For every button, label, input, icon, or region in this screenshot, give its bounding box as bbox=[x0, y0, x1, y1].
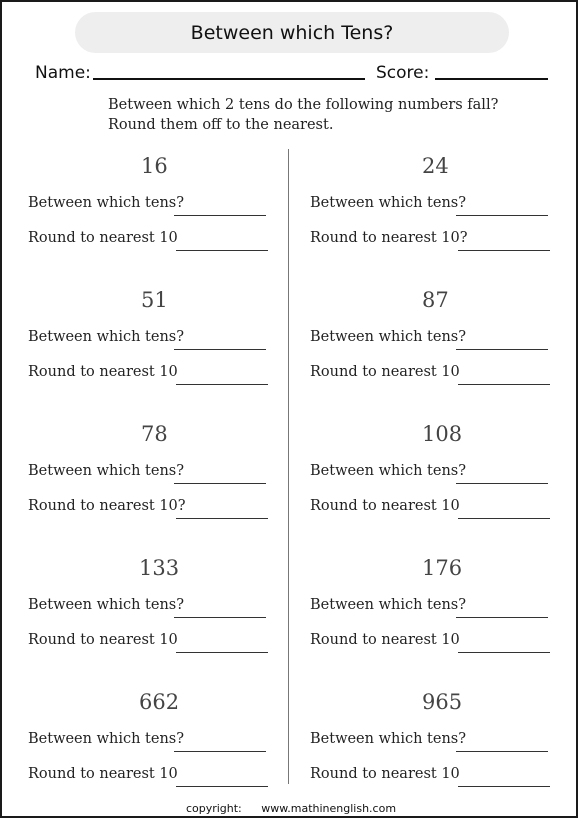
score-label: Score: bbox=[376, 63, 430, 83]
round-answer-blank[interactable] bbox=[176, 518, 268, 519]
between-tens-answer-blank[interactable] bbox=[174, 349, 266, 350]
between-tens-question: Between which tens? bbox=[310, 195, 467, 211]
between-tens-question: Between which tens? bbox=[28, 195, 185, 211]
problem-number: 965 bbox=[422, 690, 463, 714]
round-question: Round to nearest 10 bbox=[310, 632, 460, 648]
between-tens-answer-blank[interactable] bbox=[174, 617, 266, 618]
between-tens-question: Between which tens? bbox=[28, 731, 185, 747]
round-answer-blank[interactable] bbox=[176, 250, 268, 251]
between-tens-answer-blank[interactable] bbox=[456, 751, 548, 752]
problem-block bbox=[310, 420, 560, 540]
problem-block bbox=[310, 688, 560, 808]
column-divider bbox=[288, 149, 289, 784]
between-tens-question: Between which tens? bbox=[310, 597, 467, 613]
round-question: Round to nearest 10 bbox=[310, 766, 460, 782]
round-question: Round to nearest 10? bbox=[310, 230, 468, 246]
between-tens-answer-blank[interactable] bbox=[456, 349, 548, 350]
round-answer-blank[interactable] bbox=[458, 786, 550, 787]
worksheet-title bbox=[75, 12, 509, 53]
problem-block bbox=[28, 554, 278, 674]
problem-block bbox=[28, 420, 278, 540]
between-tens-question: Between which tens? bbox=[310, 329, 467, 345]
website-link[interactable]: www.mathinenglish.com bbox=[261, 802, 397, 815]
problem-number: 176 bbox=[422, 556, 463, 580]
between-tens-answer-blank[interactable] bbox=[174, 751, 266, 752]
round-question: Round to nearest 10 bbox=[310, 498, 460, 514]
between-tens-answer-blank[interactable] bbox=[456, 483, 548, 484]
between-tens-answer-blank[interactable] bbox=[174, 215, 266, 216]
problem-block bbox=[310, 152, 560, 272]
between-tens-question: Between which tens? bbox=[28, 597, 185, 613]
between-tens-question: Between which tens? bbox=[28, 329, 185, 345]
name-score-row bbox=[35, 60, 555, 86]
between-tens-question: Between which tens? bbox=[28, 463, 185, 479]
score-blank[interactable] bbox=[435, 78, 548, 80]
round-question: Round to nearest 10? bbox=[28, 498, 186, 514]
problem-number: 87 bbox=[422, 288, 449, 312]
instruction-line: Between which 2 tens do the following numbers fall? bbox=[108, 97, 499, 113]
round-question: Round to nearest 10 bbox=[310, 364, 460, 380]
worksheet-title-text: Between which Tens? bbox=[190, 21, 394, 44]
instruction-line: Round them off to the nearest. bbox=[108, 117, 334, 133]
name-label: Name: bbox=[35, 63, 91, 83]
problem-number: 78 bbox=[141, 422, 168, 446]
problem-number: 16 bbox=[141, 154, 168, 178]
round-question: Round to nearest 10 bbox=[28, 230, 178, 246]
between-tens-answer-blank[interactable] bbox=[456, 215, 548, 216]
problem-block bbox=[28, 688, 278, 808]
problem-number: 51 bbox=[141, 288, 168, 312]
between-tens-answer-blank[interactable] bbox=[456, 617, 548, 618]
round-question: Round to nearest 10 bbox=[28, 364, 178, 380]
copyright-label: copyright: bbox=[185, 802, 242, 815]
round-answer-blank[interactable] bbox=[176, 652, 268, 653]
problem-number: 662 bbox=[139, 690, 180, 714]
footer bbox=[2, 802, 578, 815]
round-question: Round to nearest 10 bbox=[28, 766, 178, 782]
problem-number: 24 bbox=[422, 154, 449, 178]
round-answer-blank[interactable] bbox=[458, 652, 550, 653]
between-tens-question: Between which tens? bbox=[310, 463, 467, 479]
problem-block bbox=[310, 554, 560, 674]
between-tens-answer-blank[interactable] bbox=[174, 483, 266, 484]
round-answer-blank[interactable] bbox=[176, 786, 268, 787]
round-answer-blank[interactable] bbox=[458, 384, 550, 385]
problem-block bbox=[28, 286, 278, 406]
instructions bbox=[108, 95, 528, 135]
round-question: Round to nearest 10 bbox=[28, 632, 178, 648]
problem-number: 108 bbox=[422, 422, 463, 446]
round-answer-blank[interactable] bbox=[458, 250, 550, 251]
problem-block bbox=[28, 152, 278, 272]
problem-block bbox=[310, 286, 560, 406]
round-answer-blank[interactable] bbox=[458, 518, 550, 519]
name-blank[interactable] bbox=[93, 78, 365, 80]
problem-number: 133 bbox=[139, 556, 180, 580]
round-answer-blank[interactable] bbox=[176, 384, 268, 385]
between-tens-question: Between which tens? bbox=[310, 731, 467, 747]
